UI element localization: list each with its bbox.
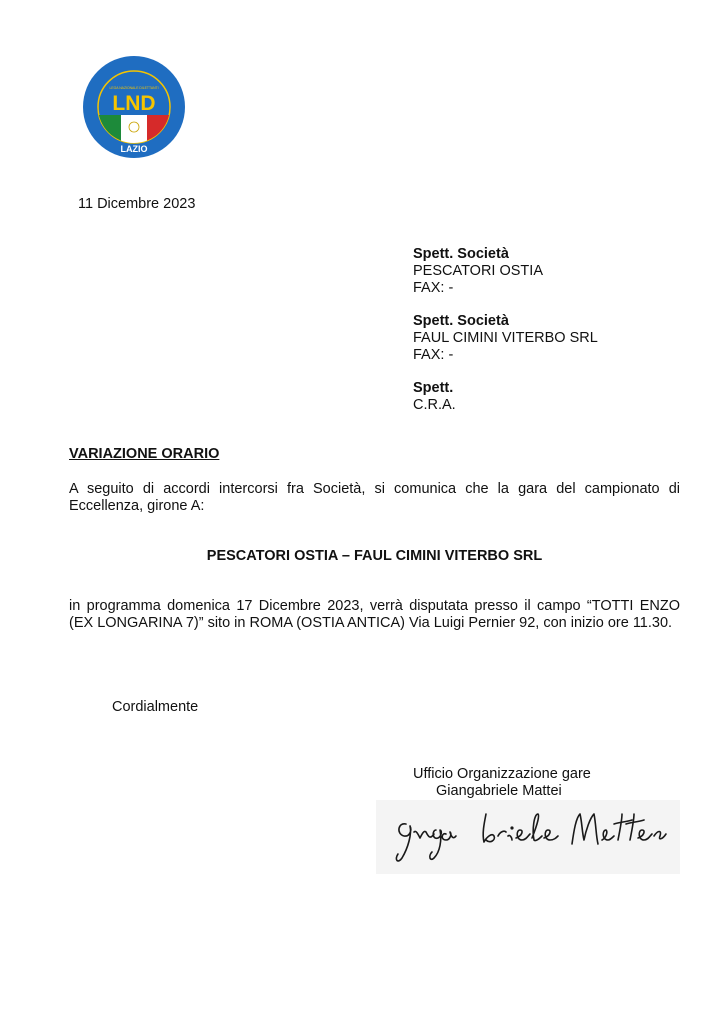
closing-salutation: Cordialmente xyxy=(112,699,199,715)
recipient-name: PESCATORI OSTIA xyxy=(413,263,543,279)
intro-paragraph: A seguito di accordi intercorsi fra Società, si comunica che la gara del campionato di Eccellenza, girone A: xyxy=(69,481,680,514)
recipient-2 xyxy=(413,313,693,364)
recipient-3 xyxy=(413,380,693,414)
logo-lnd-text: LND xyxy=(112,92,156,115)
recipient-fax: FAX: - xyxy=(413,347,454,363)
subject-heading: VARIAZIONE ORARIO xyxy=(69,446,220,462)
match-title: PESCATORI OSTIA – FAUL CIMINI VITERBO SRL xyxy=(206,548,543,564)
signer-name: Giangabriele Mattei xyxy=(436,783,562,799)
handwritten-signature xyxy=(376,800,680,874)
recipient-heading: Spett. Società xyxy=(413,313,509,329)
recipient-name: FAUL CIMINI VITERBO SRL xyxy=(413,330,598,346)
recipients-block xyxy=(413,246,693,430)
ball-icon xyxy=(129,122,139,132)
logo-region-text: LAZIO xyxy=(120,144,148,154)
letter-date: 11 Dicembre 2023 xyxy=(78,196,196,212)
recipient-1 xyxy=(413,246,693,297)
recipient-fax: FAX: - xyxy=(413,280,454,296)
details-paragraph: in programma domenica 17 Dicembre 2023, verrà disputata presso il campo “TOTTI ENZO (EX LONGARINA 7)” sito in ROMA (OSTIA ANTICA) Via Luigi Pernier 92, con inizio ore 11.30. xyxy=(69,598,680,631)
office-name: Ufficio Organizzazione gare xyxy=(413,766,591,782)
recipient-heading: Spett. xyxy=(413,380,454,396)
lnd-lazio-logo xyxy=(82,55,186,159)
recipient-heading: Spett. Società xyxy=(413,246,509,262)
recipient-name: C.R.A. xyxy=(413,397,456,413)
logo-ring-text: LEGA NAZIONALE DILETTANTI xyxy=(109,86,159,90)
